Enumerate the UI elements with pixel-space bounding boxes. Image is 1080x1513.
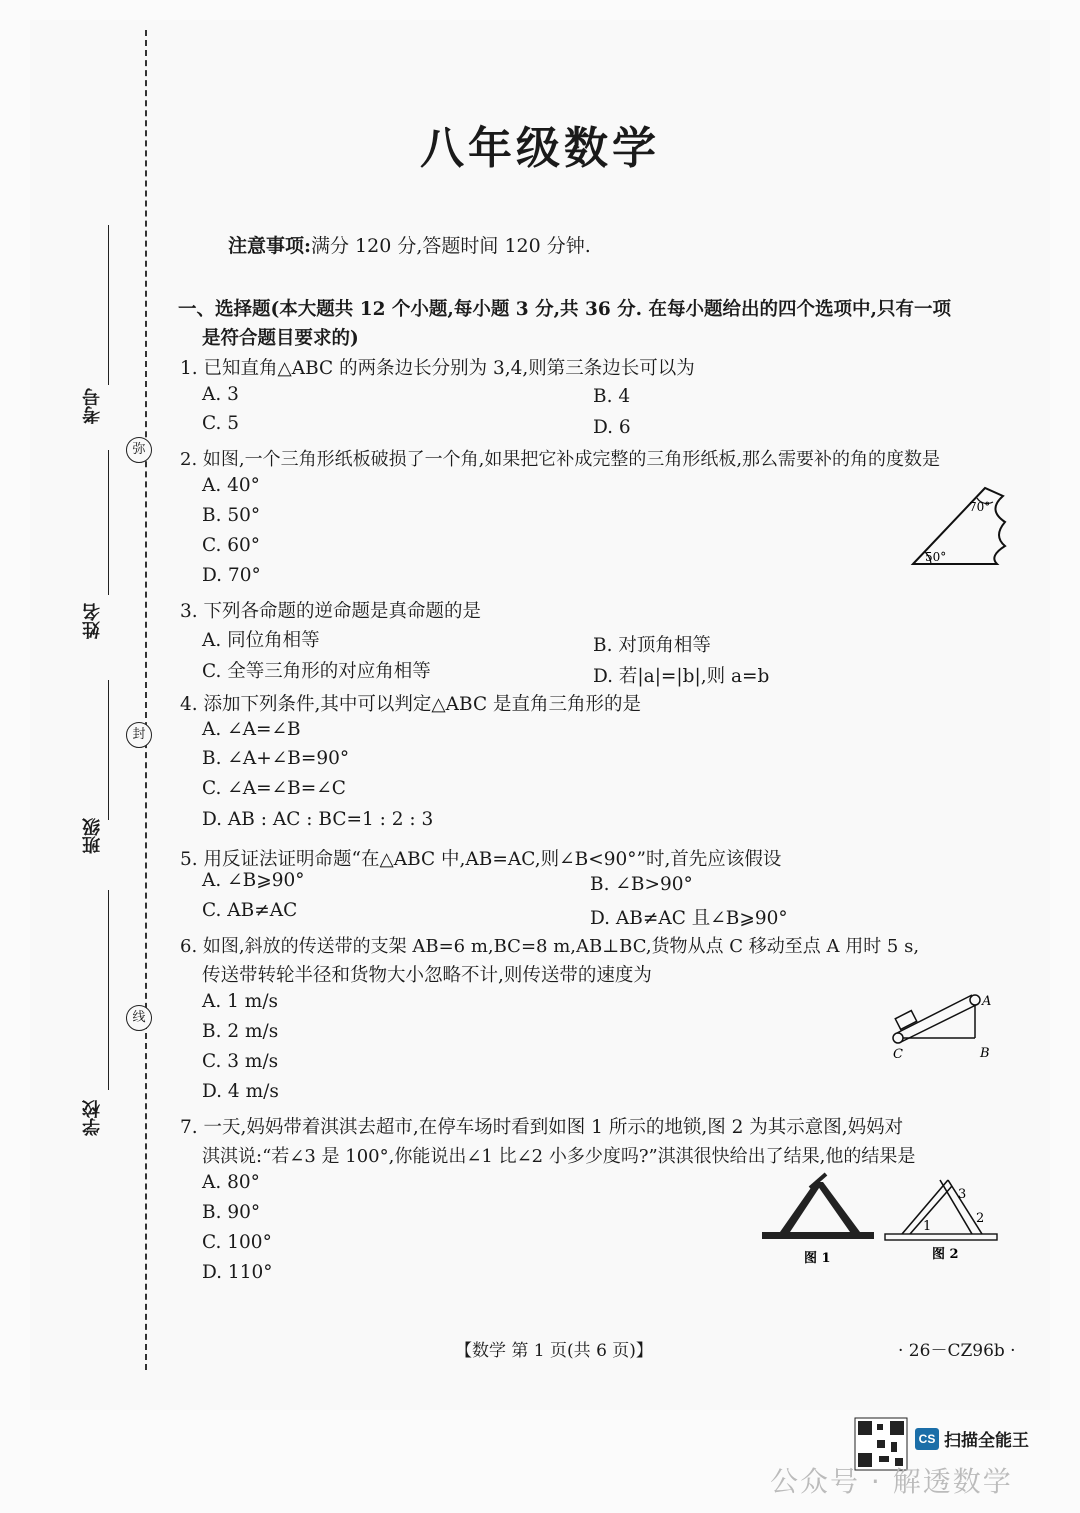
label-school: 学校: [82, 1100, 103, 1136]
answer-line: [108, 225, 109, 385]
question-6-stem: 6. 如图,斜放的传送带的支架 AB=6 m,BC=8 m,AB⊥BC,货物从点 C 移动至点 A 用时 5 s,: [180, 936, 920, 957]
option: D. AB : AC : BC=1 : 2 : 3: [202, 809, 434, 830]
label-class: 班级: [82, 818, 103, 854]
option: A. 80°: [202, 1172, 260, 1193]
section-heading: 一、选择题(本大题共 12 个小题,每小题 3 分,共 36 分. 在每小题给出的四个选项中,只有一项: [178, 299, 951, 320]
label-name: 姓名: [82, 603, 103, 639]
scanner-logo-icon: CS: [915, 1428, 939, 1450]
option: D. AB≠AC 且∠B⩾90°: [590, 908, 788, 929]
option: C. 5: [202, 413, 240, 434]
angle-1-label: 1: [923, 1219, 932, 1234]
option: A. 同位角相等: [202, 630, 320, 651]
option: C. ∠A=∠B=∠C: [202, 778, 346, 799]
figure-2-caption: 图 2: [932, 1247, 959, 1262]
option: D. 4 m/s: [202, 1081, 279, 1102]
angle-2-label: 2: [976, 1211, 985, 1226]
option: D. 110°: [202, 1262, 273, 1283]
question-1-stem: 1. 已知直角△ABC 的两条边长分别为 3,4,则第三条边长可以为: [180, 358, 695, 379]
seal-feng: 封: [126, 722, 152, 748]
watermark: 公众号 · 解透数学: [770, 1465, 1013, 1498]
section-heading-cont: 是符合题目要求的): [202, 328, 359, 349]
point-a-label: A: [982, 994, 992, 1009]
option: A. 1 m/s: [202, 991, 279, 1012]
seal-xian: 线: [126, 1005, 152, 1031]
notice: [228, 231, 591, 258]
option: D. 70°: [202, 565, 261, 586]
figure-1-photo: [762, 1174, 874, 1239]
answer-line: [108, 450, 109, 595]
figure-1-caption: 图 1: [804, 1251, 831, 1266]
option: D. 6: [593, 417, 631, 438]
point-b-label: B: [980, 1046, 990, 1061]
option: C. 100°: [202, 1232, 272, 1253]
option: B. ∠A+∠B=90°: [202, 748, 350, 769]
option: A. ∠B⩾90°: [202, 870, 305, 891]
question-7-stem: 7. 一天,妈妈带着淇淇去超市,在停车场时看到如图 1 所示的地锁,图 2 为其示意图,妈妈对: [180, 1117, 904, 1138]
question-3-stem: 3. 下列各命题的逆命题是真命题的是: [180, 601, 482, 622]
angle-3-label: 3: [958, 1187, 967, 1202]
option: B. 4: [593, 386, 631, 407]
label-exam-number: 考号: [82, 388, 103, 424]
ground-lock-figures: [760, 1170, 1005, 1265]
scanner-name: 扫描全能王: [944, 1431, 1029, 1451]
option: C. 全等三角形的对应角相等: [202, 661, 431, 682]
conveyor-belt-figure: [885, 990, 1000, 1065]
question-7-stem-cont: 淇淇说:“若∠3 是 100°,你能说出∠1 比∠2 小多少度吗?”淇淇很快给出了结果,他的结果是: [202, 1146, 916, 1167]
angle-70-label: 70°: [969, 500, 991, 514]
option: B. ∠B>90°: [590, 874, 693, 895]
exam-code: · 26－CZ96b ·: [898, 1341, 1016, 1361]
option: A. 3: [202, 384, 239, 405]
question-5-stem: 5. 用反证法证明命题“在△ABC 中,AB=AC,则∠B<90°”时,首先应该假设: [180, 849, 782, 870]
figure-2-diagram: [885, 1180, 997, 1240]
option: D. 若|a|=|b|,则 a=b: [593, 666, 770, 687]
seal-mi: 弥: [126, 437, 152, 463]
option: C. 60°: [202, 535, 261, 556]
option: B. 对顶角相等: [593, 635, 711, 656]
point-c-label: C: [893, 1047, 903, 1062]
question-4-stem: 4. 添加下列条件,其中可以判定△ABC 是直角三角形的是: [180, 694, 641, 715]
option: C. AB≠AC: [202, 900, 298, 921]
binding-dashed-line: [145, 30, 147, 1370]
answer-line: [108, 680, 109, 820]
option: A. 40°: [202, 475, 260, 496]
page-title: 八年级数学: [420, 123, 660, 174]
option: B. 90°: [202, 1202, 261, 1223]
page-number: 【数学 第 1 页(共 6 页)】: [455, 1341, 653, 1361]
option: A. ∠A=∠B: [202, 719, 301, 740]
question-6-stem-cont: 传送带转轮半径和货物大小忽略不计,则传送带的速度为: [202, 965, 652, 986]
question-2-stem: 2. 如图,一个三角形纸板破损了一个角,如果把它补成完整的三角形纸板,那么需要补的角的度数是: [180, 449, 941, 470]
option: B. 2 m/s: [202, 1021, 279, 1042]
answer-line: [108, 890, 109, 1090]
broken-triangle-figure: [905, 478, 1015, 570]
notice-label: 注意事项:: [228, 235, 312, 257]
angle-50-label: 50°: [925, 550, 947, 564]
option: C. 3 m/s: [202, 1051, 279, 1072]
notice-text: 满分 120 分,答题时间 120 分钟.: [311, 235, 591, 257]
option: B. 50°: [202, 505, 261, 526]
